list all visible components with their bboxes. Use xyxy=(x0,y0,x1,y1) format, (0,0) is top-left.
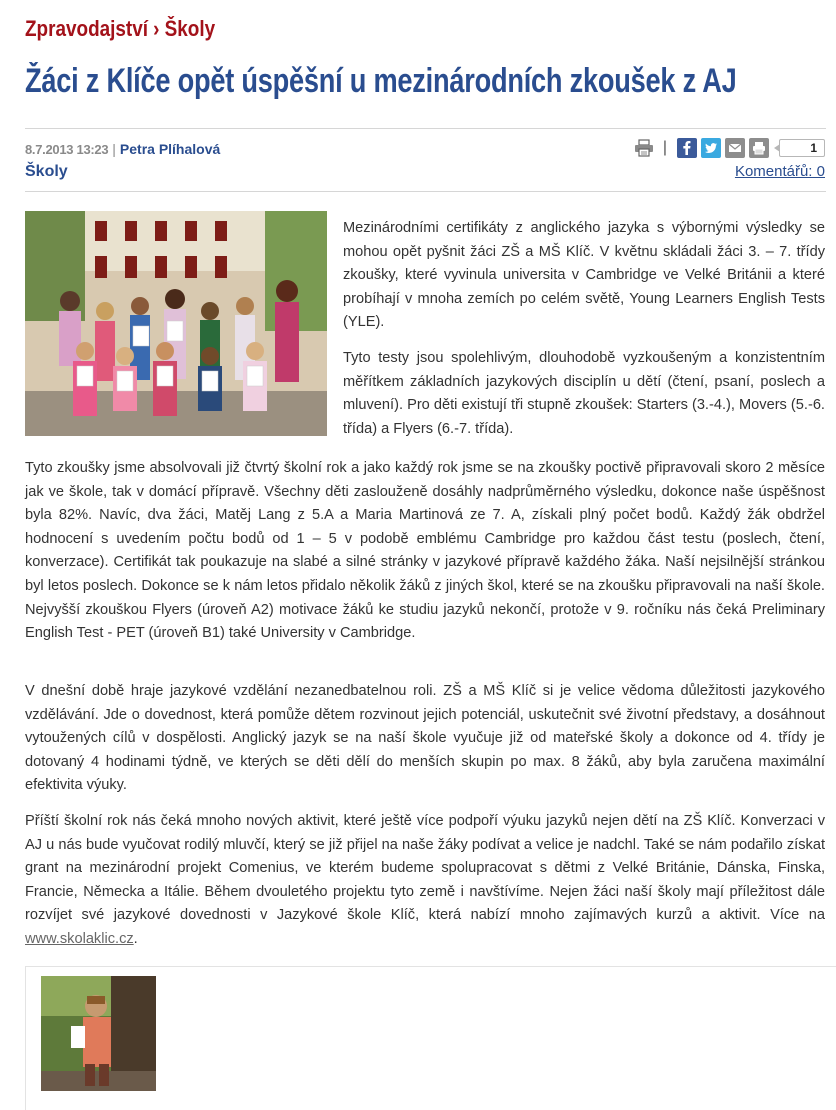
share-icon[interactable] xyxy=(749,138,769,158)
share-count: 1 xyxy=(779,139,825,157)
breadcrumb xyxy=(25,16,215,42)
link-suffix: . xyxy=(133,930,138,947)
article-title: Žáci z Klíče opět úspěšní u mezinárodních zkoušek z AJ xyxy=(25,62,737,100)
article-author[interactable]: Petra Plíhalová xyxy=(119,141,221,157)
breadcrumb-section-link[interactable]: Zpravodajství xyxy=(25,16,149,41)
toolbar-separator: | xyxy=(662,139,667,156)
divider xyxy=(25,128,826,129)
printer-icon[interactable] xyxy=(633,138,655,158)
article-paragraph: Tyto testy jsou spolehlivým, dlouhodobě vyzkoušeným a konzistentním měřítkem základních jazykových disciplín u dětí (čtení, psaní, poslech a mluvení). Pro děti existují tři stupně zkoušek: Starters (3.-4.), Movers (5.-6. třída) a Flyers (6.-7. třída). xyxy=(343,350,825,437)
facebook-icon[interactable] xyxy=(677,138,697,158)
article-paragraph: Mezinárodními certifikáty z anglického jazyka s výbornými výsledky se mohou opět pyšnit žáci ZŠ a MŠ Klíč. V květnu skládali žáci 3. – 7. třídy zkoušky, které vyvinula universita v Cambridge ve Velké Británii a které probíhají v mnoha zemích po celém světě, Young Learners English Tests (YLE). xyxy=(343,220,825,331)
article-date: 8.7.2013 13:23 xyxy=(25,142,109,157)
article-paragraph: V dnešní době hraje jazykové vzdělání nezanedbatelnou roli. ZŠ a MŠ Klíč si je velice vědoma důležitosti jazykového vzdělávání. Jde o dovednost, která pomůže dětem rozvinout jejich potenciál, uskutečnit své životní představy, a dosáhnout vytoužených cílů v dospělosti. Anglický jazyk se na naší škole vyučuje již od mateřské školy a dokonce od 4. třídy je dotovaný 4 hodinami týdně, ve kterých se děti dělí do menších skupin po max. 8 žáků, aby byla zaručena maximální efektivita výuky. xyxy=(25,683,825,794)
meta-separator: | xyxy=(112,141,116,157)
article-paragraph: Tyto zkoušky jsme absolvovali již čtvrtý školní rok a jako každý rok jsme se na zkoušky poctivě připravovali skoro 2 měsíce jak ve škole, tak v domácí přípravě. Všechny děti zaslouženě dosáhly nadprůměrného výsledku, dokonce naše úspěšnost byla 82%. Navíc, dva žáci, Matěj Lang z 5.A a Maria Martinová ze 7. A, získali plný počet bodů. Každý žák obdržel hodnocení s uvedením počtu bodů od 1 – 5 v podobě emblému Cambridge pro každou část testu (poslech, čtení, konverzace). Certifikát tak poukazuje na slabé a silné stránky v jazykové přípravě každého žáka. Naší nejsilnější stránkou byl letos poslech. Dokonce se k nám letos přidalo několik žáků z jiných škol, které se na zkoušku připravovali na naší škole. Nejvyšší zkouškou Flyers (úroveň A2) motivace žáků ke studiu jazyků nekončí, protože v 9. ročníku nás čeká Preliminary English Test - PET (úroveň B1) také University v Cambridge. xyxy=(25,460,825,642)
school-website-link[interactable]: www.skolaklic.cz xyxy=(25,930,134,947)
article-photo[interactable] xyxy=(25,211,327,436)
gallery-thumbnail[interactable] xyxy=(41,976,156,1091)
breadcrumb-subsection-link[interactable]: Školy xyxy=(164,16,216,41)
share-toolbar xyxy=(633,136,825,160)
divider xyxy=(25,191,826,192)
article-meta xyxy=(25,141,220,157)
article-paragraph xyxy=(25,810,825,952)
email-icon[interactable] xyxy=(725,138,745,158)
article-paragraph-text: Příští školní rok nás čeká mnoho nových aktivit, které ještě více podpoří výuku jazyků nejen dětí na ZŠ Klíč. Konverzaci v AJ u nás bude vyučovat rodilý mluvčí, který se již přijel na naše žáky podívat a velice je nadchl. Také se nám podařilo získat grant na mezinárodní projekt Comenius, ve kterém budeme spolupracovat s dětmi z Velké Británie, Dánska, Finska, Francie, Německa a Itálie. Během dvouletého projektu tyto země i navštívíme. Nejen žáci naší školy mají příležitost dále rozvíjet své jazykové dovednosti v Jazykové škole Klíč, která nabízí mnoho zajímavých kurzů a aktivit. Více na xyxy=(25,813,825,924)
breadcrumb-separator: › xyxy=(153,16,160,41)
comments-link[interactable]: Komentářů: 0 xyxy=(734,163,825,180)
article-category-link[interactable]: Školy xyxy=(25,163,68,180)
twitter-icon[interactable] xyxy=(701,138,721,158)
